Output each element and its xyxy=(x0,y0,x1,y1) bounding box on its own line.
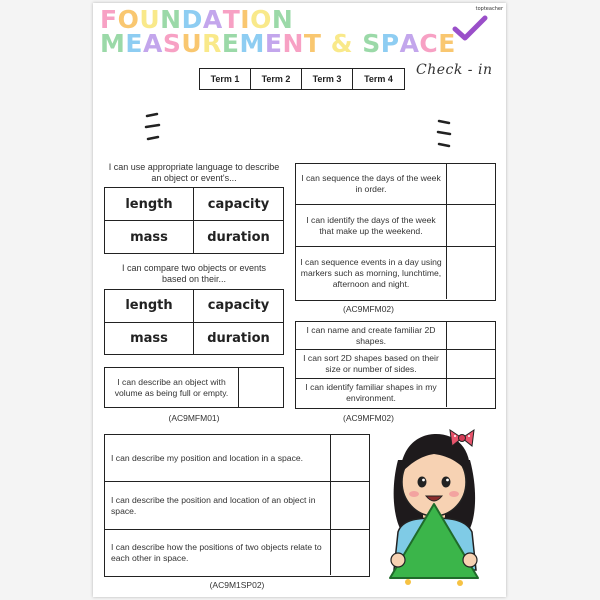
prompt-describe-language: I can use appropriate language to describe an object or event's... xyxy=(108,162,280,184)
term-header-row xyxy=(199,68,405,90)
check-mark-icon xyxy=(452,14,488,42)
check-in-label: Check - in xyxy=(416,62,493,78)
title-letter: M xyxy=(100,29,126,58)
title-letter: N xyxy=(282,29,304,58)
title-letter: E xyxy=(438,29,456,58)
title-letter: E xyxy=(221,29,240,58)
sequence-items-box xyxy=(295,163,496,301)
title-letter: F xyxy=(100,5,118,34)
volume-item-tick-cell[interactable] xyxy=(239,368,283,407)
title-letter: M xyxy=(239,29,265,58)
title-letter: T xyxy=(303,29,322,58)
title-letter: C xyxy=(419,29,439,58)
title-letter: N xyxy=(271,5,294,34)
title-letter: N xyxy=(160,5,182,34)
volume-item-text: I can describe an object with volume as being full or empty. xyxy=(105,368,239,407)
title-letter: E xyxy=(125,29,143,58)
title-letter: A xyxy=(202,5,223,34)
language-grid-2 xyxy=(104,289,284,355)
grid2-capacity: capacity xyxy=(194,290,283,323)
term-4-cell: Term 4 xyxy=(364,74,393,84)
grid2-mass: mass xyxy=(105,323,194,355)
title-letter: D xyxy=(181,5,203,34)
position-items-box xyxy=(104,434,370,577)
position-item-1: I can describe my position and location in a space. xyxy=(105,435,331,481)
shape-item-2-tick[interactable] xyxy=(447,350,495,378)
doodle-marks-right-icon xyxy=(434,118,454,152)
title-letter: & xyxy=(330,29,353,58)
shape-item-1-tick[interactable] xyxy=(447,322,495,349)
title-letter: E xyxy=(264,29,283,58)
shape-item-2: I can sort 2D shapes based on their size or number of sides. xyxy=(296,350,447,378)
term-1-cell: Term 1 xyxy=(200,69,251,89)
sequence-item-2: I can identify the days of the week that make up the weekend. xyxy=(296,205,447,246)
grid1-duration: duration xyxy=(207,229,270,245)
sequence-item-3-tick[interactable] xyxy=(447,247,495,299)
position-item-3: I can describe how the positions of two objects relate to each other in space. xyxy=(105,530,331,575)
grid1-capacity: capacity xyxy=(194,188,283,221)
code-ac9mfm02-a: (AC9MFM02) xyxy=(342,304,394,314)
language-grid-1 xyxy=(104,187,284,254)
title-letter: O xyxy=(250,5,272,34)
title-letter: I xyxy=(240,5,251,34)
title-letter: A xyxy=(142,29,163,58)
shape-items-box xyxy=(295,321,496,409)
title-letter: U xyxy=(139,5,161,34)
girl-holding-triangle-illustration xyxy=(380,420,490,586)
brand-logo: topteacher xyxy=(475,6,503,12)
doodle-marks-left-icon xyxy=(143,112,163,146)
code-ac9m1sp02: (AC9M1SP02) xyxy=(209,580,265,590)
shape-item-3-tick[interactable] xyxy=(447,379,495,407)
term-2-cell: Term 2 xyxy=(251,69,302,89)
shape-item-1: I can name and create familiar 2D shapes. xyxy=(296,322,447,349)
grid2-length: length xyxy=(105,290,194,323)
title-letter: O xyxy=(117,5,140,34)
code-ac9mfm01: (AC9MFM01) xyxy=(168,413,220,423)
code-ac9mfm02-b: (AC9MFM02) xyxy=(342,413,394,423)
sequence-item-1: I can sequence the days of the week in order. xyxy=(296,164,447,204)
term-3-cell: Term 3 xyxy=(302,69,353,89)
title-letter xyxy=(321,31,330,56)
title-letter xyxy=(353,31,362,56)
volume-item-box xyxy=(104,367,284,408)
title-letter: S xyxy=(162,29,182,58)
title-letter: P xyxy=(380,29,400,58)
sequence-item-2-tick[interactable] xyxy=(447,205,495,246)
prompt-compare-objects: I can compare two objects or events based on their... xyxy=(121,263,267,285)
shape-item-3: I can identify familiar shapes in my environment. xyxy=(296,379,447,407)
title-letter: R xyxy=(202,29,222,58)
title-letter: A xyxy=(399,29,420,58)
title-letter: S xyxy=(362,29,381,58)
position-item-1-tick[interactable] xyxy=(331,435,369,481)
position-item-2: I can describe the position and location of an object in space. xyxy=(105,482,331,529)
grid1-mass: mass xyxy=(105,221,194,253)
title-line-2 xyxy=(100,31,456,56)
sequence-item-1-tick[interactable] xyxy=(447,164,495,204)
title-letter: U xyxy=(181,29,203,58)
sequence-item-3: I can sequence events in a day using markers such as morning, lunchtime, afternoon and night. xyxy=(296,247,447,299)
grid1-length: length xyxy=(105,188,194,221)
position-item-3-tick[interactable] xyxy=(331,530,369,575)
grid2-duration: duration xyxy=(207,330,270,346)
title-letter: T xyxy=(222,5,241,34)
position-item-2-tick[interactable] xyxy=(331,482,369,529)
